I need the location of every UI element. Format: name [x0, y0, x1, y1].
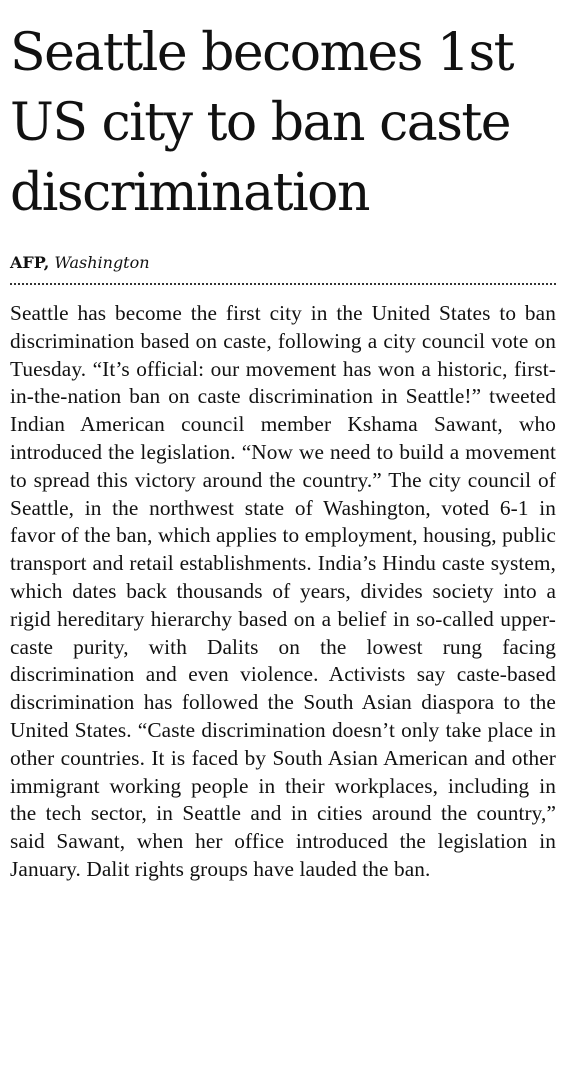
byline-agency: AFP, [10, 253, 50, 272]
news-article [10, 18, 556, 884]
article-byline [10, 252, 556, 274]
article-headline: Seattle becomes 1st US city to ban caste discrimination [10, 23, 514, 223]
dotted-divider [10, 283, 556, 285]
article-body: Seattle has become the first city in the United States to ban discrimination based on caste, following a city council vote on Tuesday. “It’s official: our movement has won a historic, first-in-the-nation ban on caste discrimination in Seattle!” tweeted Indian American council member Kshama Sawant, who introduced the legislation. “Now we need to build a movement to spread this victory around the country.” The city council of Seattle, in the northwest state of Washington, voted 6-1 in favor of the ban, which applies to employment, housing, public transport and retail establishments. India’s Hindu caste system, which dates back thousands of years, divides society into a rigid hereditary hierarchy based on a belief in so-called upper-caste purity, with Dalits on the lowest rung facing discrimination and even violence. Activists say caste-based discrimination has followed the South Asian diaspora to the United States. “Caste discrimination doesn’t only take place in other countries. It is faced by South Asian American and other immigrant working people in their workplaces, including in the tech sector, in Seattle and in cities around the country,” said Sawant, when her office introduced the legislation in January. Dalit rights groups have lauded the ban. [10, 301, 556, 881]
byline-dateline: Washington [54, 253, 150, 272]
